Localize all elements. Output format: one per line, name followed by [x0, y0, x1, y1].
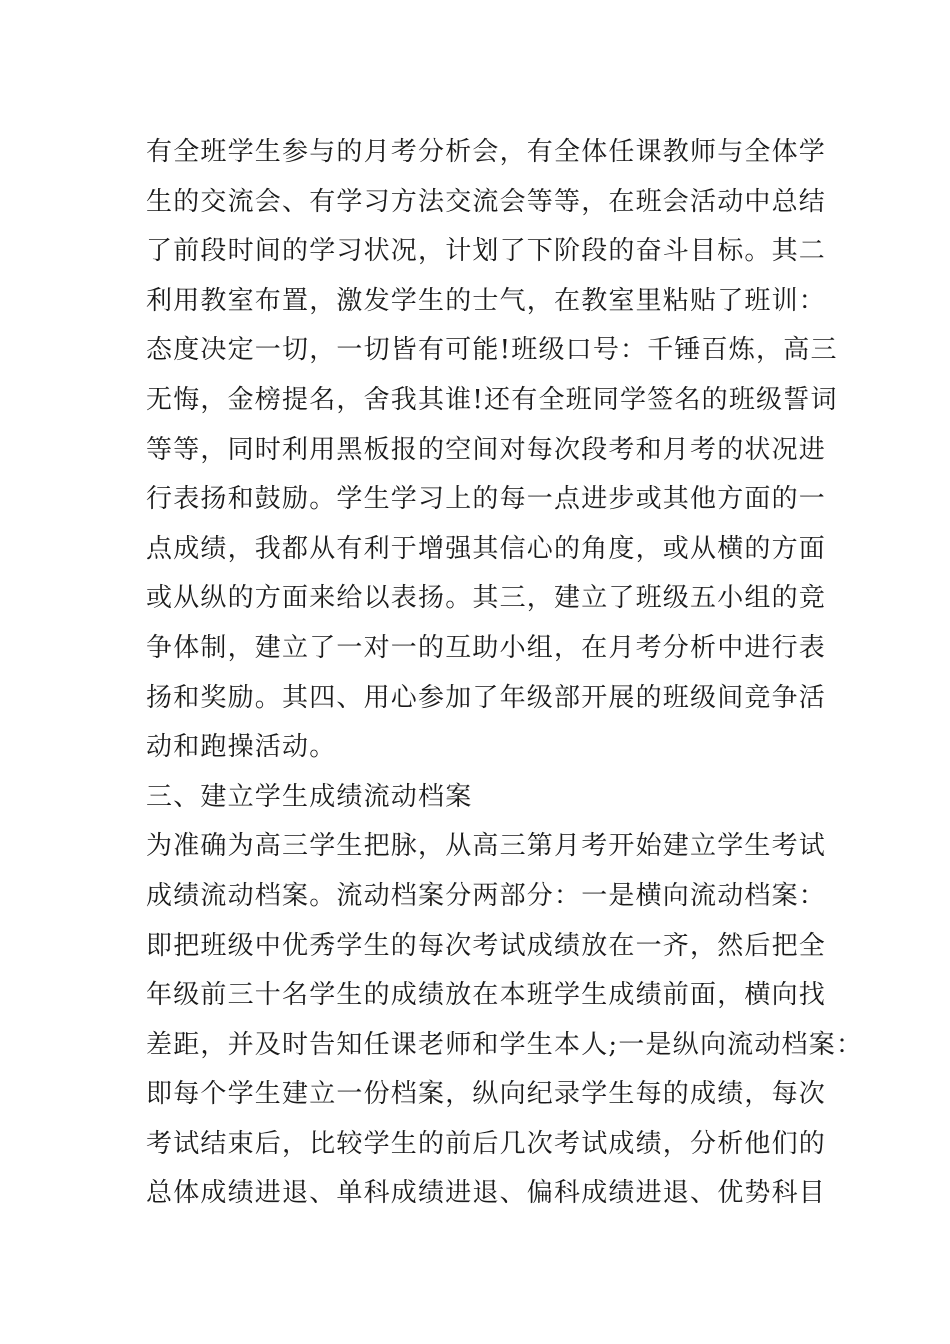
text-line: 差距，并及时告知任课老师和学生本人;一是纵向流动档案：	[146, 1029, 864, 1060]
text-line: 争体制，建立了一对一的互助小组，在月考分析中进行表	[146, 632, 827, 663]
text-line: 有全班学生参与的月考分析会，有全体任课教师与全体学	[146, 137, 827, 167]
text-line: 态度决定一切，一切皆有可能!班级口号：千锤百炼，高三	[146, 335, 838, 366]
text-line: 了前段时间的学习状况，计划了下阶段的奋斗目标。其二	[146, 236, 827, 267]
text-line: 即每个学生建立一份档案，纵向纪录学生每的成绩，每次	[146, 1079, 827, 1110]
text-line: 或从纵的方面来给以表扬。其三，建立了班级五小组的竞	[146, 583, 827, 614]
text-line: 等等，同时利用黑板报的空间对每次段考和月考的状况进	[146, 434, 827, 465]
text-line: 为准确为高三学生把脉，从高三第月考开始建立学生考试	[146, 831, 827, 862]
text-line: 生的交流会、有学习方法交流会等等，在班会活动中总结	[146, 186, 827, 217]
text-line: 即把班级中优秀学生的每次考试成绩放在一齐，然后把全	[146, 930, 827, 961]
text-line: 利用教室布置，激发学生的士气，在教室里粘贴了班训：	[146, 285, 827, 316]
text-line: 考试结束后，比较学生的前后几次考试成绩，分析他们的	[146, 1128, 827, 1159]
text-line: 动和跑操活动。	[146, 732, 337, 763]
text-line: 年级前三十名学生的成绩放在本班学生成绩前面，横向找	[146, 980, 827, 1011]
text-line: 点成绩，我都从有利于增强其信心的角度，或从横的方面	[146, 533, 827, 564]
section-heading: 三、建立学生成绩流动档案	[146, 781, 473, 812]
body-text	[146, 128, 864, 1219]
text-line: 成绩流动档案。流动档案分两部分：一是横向流动档案：	[146, 880, 827, 911]
text-line: 行表扬和鼓励。学生学习上的每一点进步或其他方面的一	[146, 484, 827, 515]
text-line: 无悔，金榜提名，舍我其谁!还有全班同学签名的班级誓词	[146, 384, 838, 415]
text-line: 扬和奖励。其四、用心参加了年级部开展的班级间竞争活	[146, 682, 827, 713]
text-line: 总体成绩进退、单科成绩进退、偏科成绩进退、优势科目	[146, 1178, 827, 1209]
